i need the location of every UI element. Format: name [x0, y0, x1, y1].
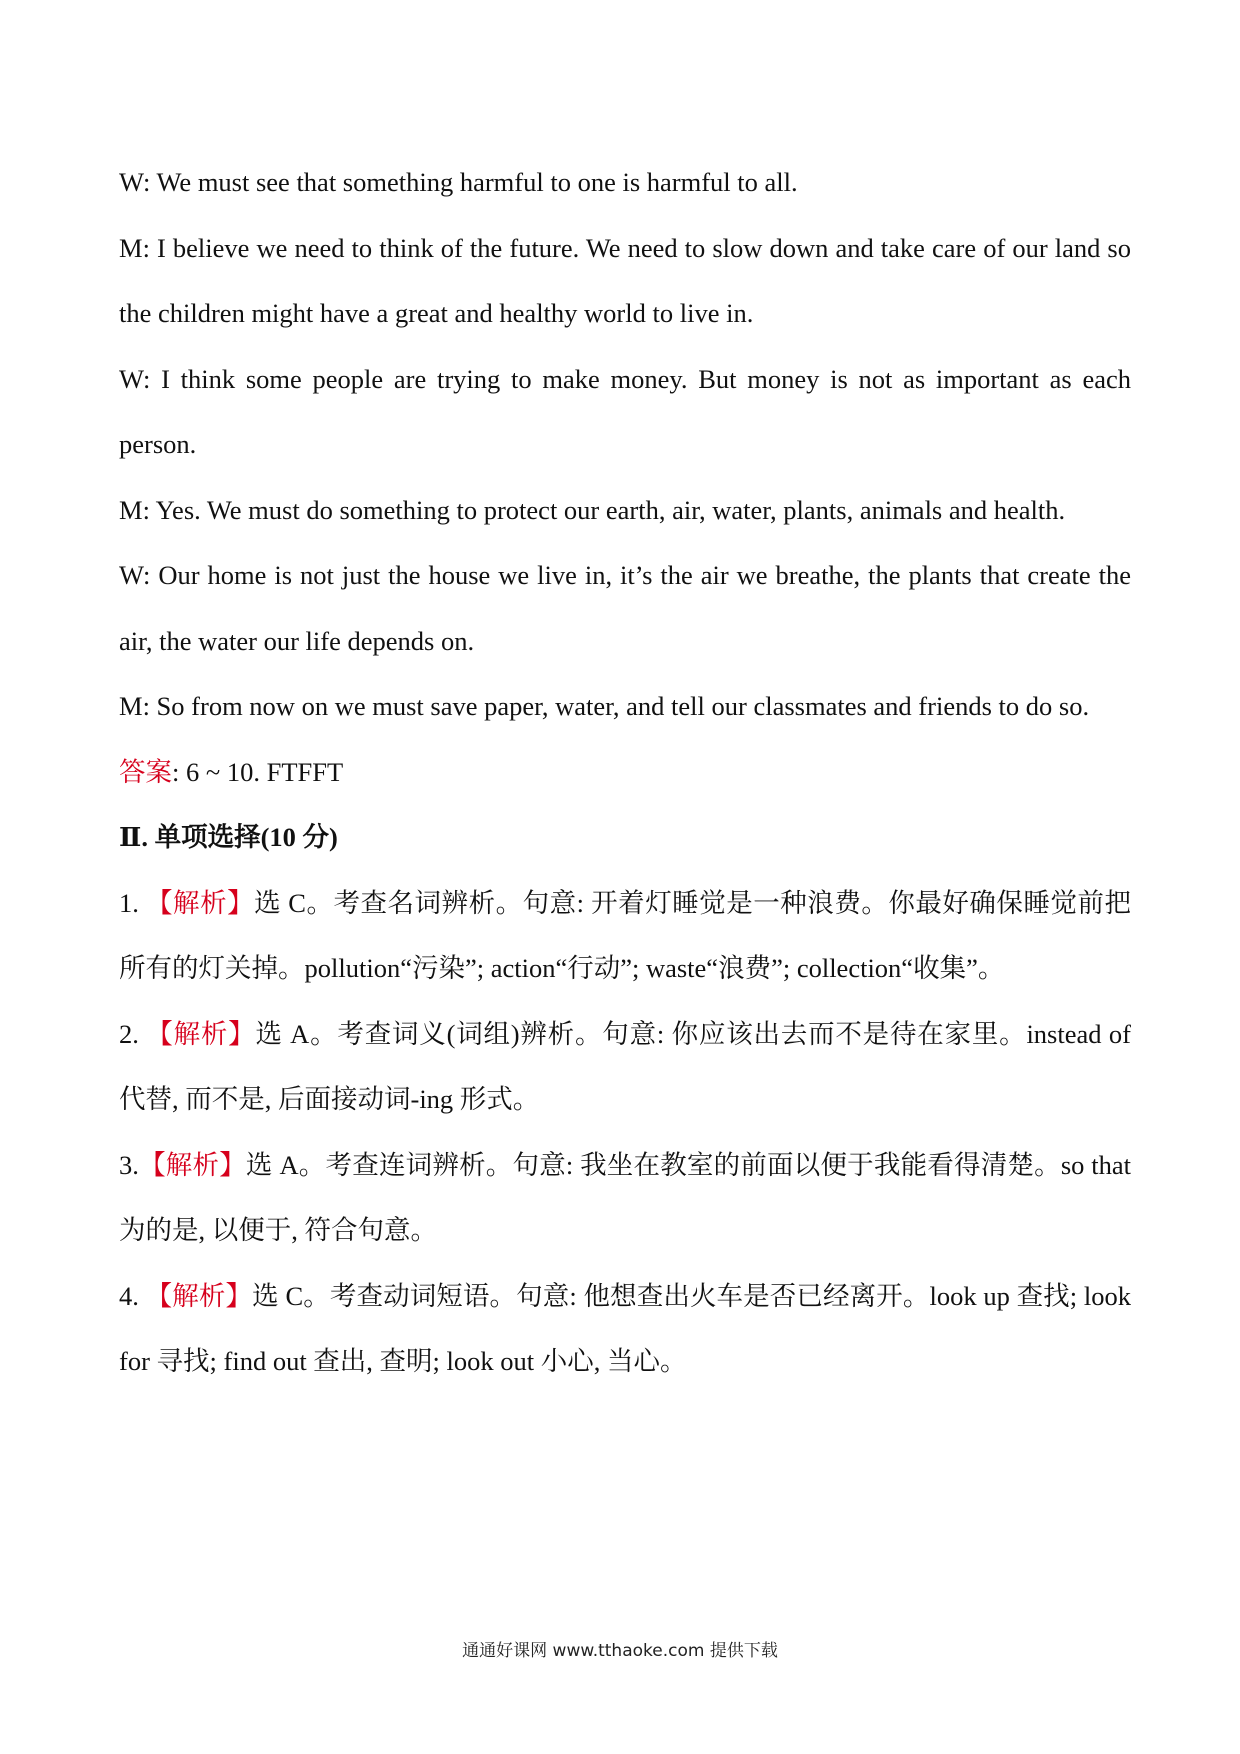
explanation-3 — [119, 1133, 1131, 1264]
explanation-text: 选 C。考查动词短语。句意: 他想查出火车是否已经离开。look up 查找; look for 寻找; find out 查出, 查明; look out 小心, 当心。 — [119, 1280, 1132, 1376]
section-heading: Ⅱ. 单项选择(10 分) — [119, 822, 338, 852]
dialogue-line-2: M: I believe we need to think of the future. We need to slow down and take care of our land so the children might have a great and healthy world to live in. — [119, 232, 1131, 328]
explanation-2 — [119, 1002, 1131, 1133]
explanation-tag: 【解析】 — [146, 887, 255, 918]
dialogue-line-1: W: We must see that something harmful to one is harmful to all. — [119, 167, 798, 197]
explanation-tag: 【解析】 — [145, 1280, 253, 1311]
explanation-1 — [119, 871, 1131, 1002]
dialogue-line-4: M: Yes. We must do something to protect our earth, air, water, plants, animals and health. — [119, 494, 1066, 525]
page-footer: 通通好课网 www.tthaoke.com 提供下载 — [462, 1641, 778, 1661]
dialogue-line-6: M: So from now on we must save paper, water, and tell our classmates and friends to do so. — [119, 691, 1090, 721]
explanation-text: 选 A。考查连词辨析。句意: 我坐在教室的前面以便于我能看得清楚。so that 为的是, 以便于, 符合句意。 — [119, 1149, 1131, 1245]
explanation-number: 3. — [119, 1149, 139, 1180]
explanation-number: 1. — [119, 887, 139, 918]
answer-label: 答案 — [119, 756, 172, 787]
dialogue-line-5: W: Our home is not just the house we live in, it’s the air we breathe, the plants that create the air, the water our life depends on. — [119, 560, 1131, 656]
explanation-tag: 【解析】 — [138, 1149, 246, 1180]
dialogue-line-3: W: I think some people are trying to make money. But money is not as important as each person. — [119, 363, 1131, 459]
document-body — [119, 150, 1131, 1395]
answer-line — [119, 740, 1131, 806]
answer-text: : 6 ~ 10. FTFFT — [172, 756, 344, 787]
explanation-text: 选 A。考查词义(词组)辨析。句意: 你应该出去而不是待在家里。instead of 代替, 而不是, 后面接动词-ing 形式。 — [119, 1018, 1131, 1114]
explanation-tag: 【解析】 — [146, 1018, 256, 1049]
explanation-4 — [119, 1264, 1131, 1395]
explanation-number: 4. — [119, 1280, 139, 1311]
explanation-text: 选 C。考查名词辨析。句意: 开着灯睡觉是一种浪费。你最好确保睡觉前把所有的灯关掉。pollution“污染”; action“行动”; waste“浪费”; collection“收集”。 — [119, 887, 1132, 983]
explanation-number: 2. — [119, 1018, 139, 1049]
